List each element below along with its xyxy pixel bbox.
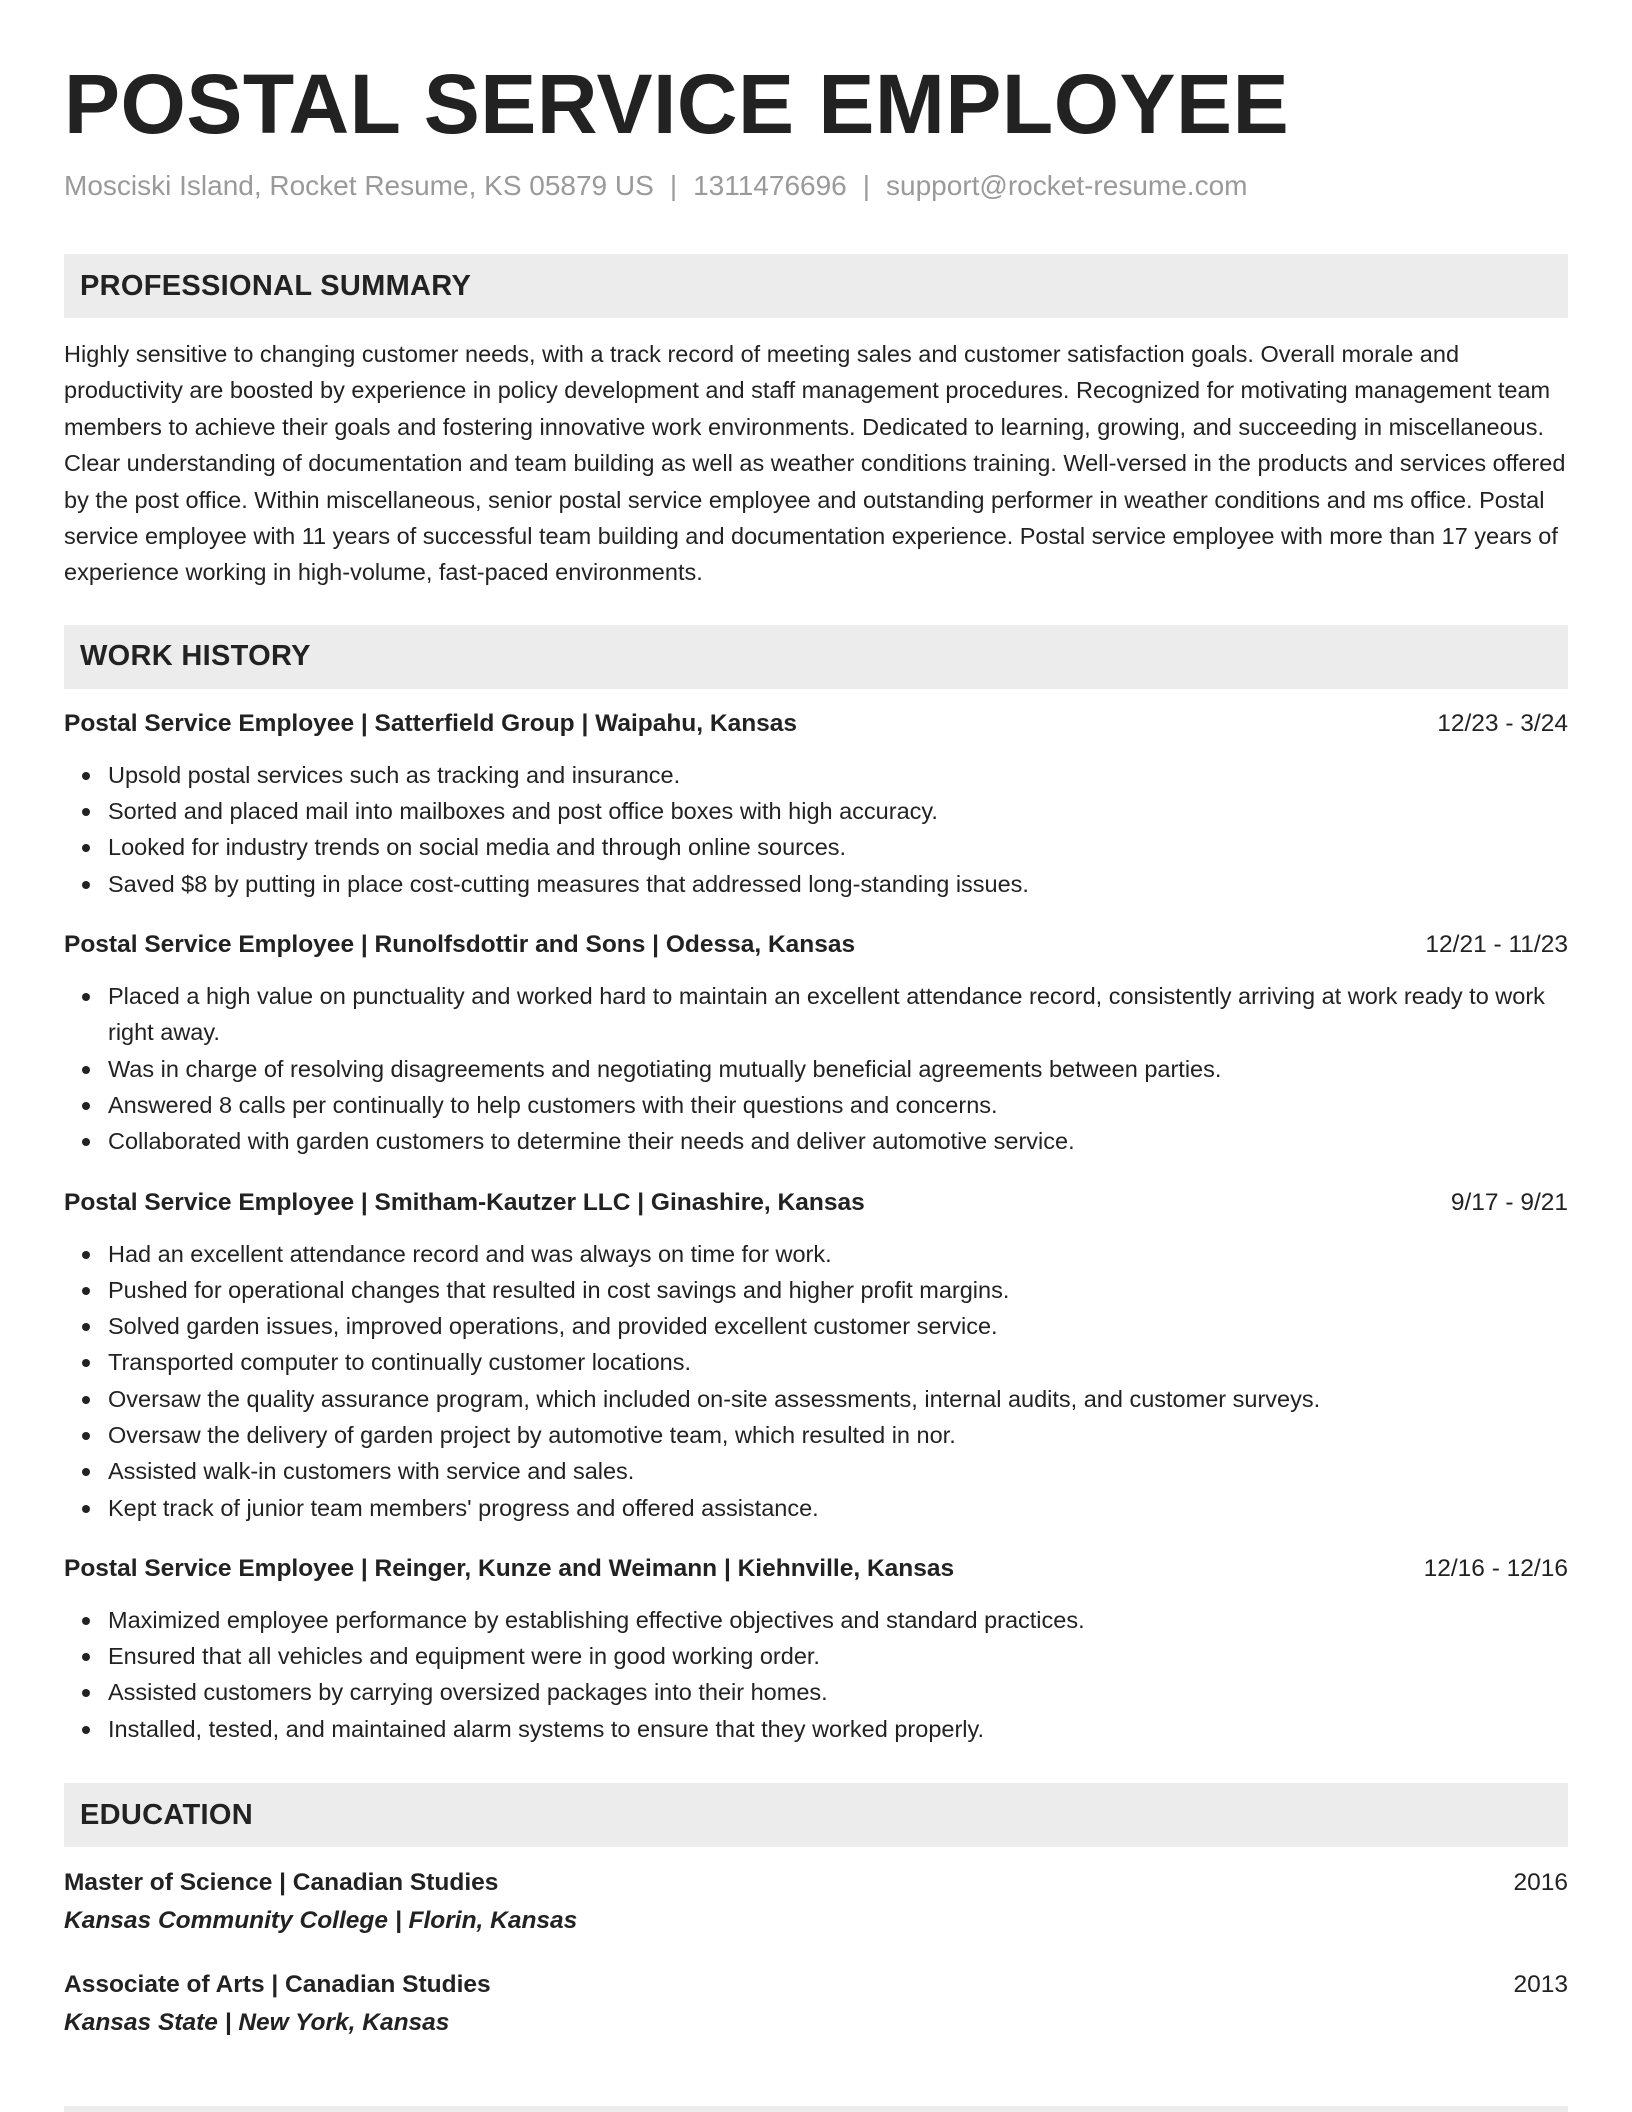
section-divider	[64, 2106, 1568, 2112]
job-header	[64, 1552, 1568, 1586]
resume-name: POSTAL SERVICE EMPLOYEE	[64, 57, 1290, 151]
job-dates: 12/16 - 12/16	[1423, 1554, 1568, 1582]
job-bullets	[64, 1602, 1568, 1747]
job-title: Postal Service Employee | Smitham-Kautzer LLC | Ginashire, Kansas	[64, 1188, 865, 1216]
education-header	[64, 1967, 1568, 2003]
job-bullet: Oversaw the quality assurance program, which included on-site assessments, internal audits, and customer surveys.	[108, 1381, 1568, 1417]
job-bullet: Assisted customers by carrying oversized packages into their homes.	[108, 1674, 1568, 1710]
education-year: 2013	[1513, 1971, 1568, 1999]
education-year: 2016	[1513, 1869, 1568, 1897]
job-bullets	[64, 1236, 1568, 1526]
summary-section-header	[64, 254, 1568, 318]
job-bullet: Was in charge of resolving disagreements and negotiating mutually beneficial agreements between parties.	[108, 1051, 1568, 1087]
job-bullet: Maximized employee performance by establishing effective objectives and standard practices.	[108, 1602, 1568, 1638]
contact-phone: 1311476696	[693, 170, 847, 201]
summary-text: Highly sensitive to changing customer needs, with a track record of meeting sales and customer satisfaction goals. Overall morale and productivity are boosted by experience in policy development and staff management procedures. Recognized for motivating management team members to achieve their goals and fostering innovative work environments. Dedicated to learning, growing, and succeeding in miscellaneous. Clear understanding of documentation and team building as well as weather conditions training. Well-versed in the products and services offered by the post office. Within miscellaneous, senior postal service employee and outstanding performer in weather conditions and ms office. Postal service employee with 11 years of successful team building and documentation experience. Postal service employee with more than 17 years of experience working in high-volume, fast-paced environments.	[64, 341, 1566, 586]
job-title: Postal Service Employee | Reinger, Kunze and Weimann | Kiehnville, Kansas	[64, 1554, 955, 1582]
work-heading: WORK HISTORY	[80, 640, 311, 673]
job-bullet: Pushed for operational changes that resulted in cost savings and higher profit margins.	[108, 1272, 1568, 1308]
education-header	[64, 1865, 1568, 1901]
job-dates: 12/23 - 3/24	[1437, 709, 1568, 737]
contact-address: Mosciski Island, Rocket Resume, KS 05879 US	[64, 170, 654, 201]
job-dates: 9/17 - 9/21	[1450, 1188, 1568, 1216]
job-entry	[64, 1552, 1568, 1747]
education-entry	[64, 1967, 1568, 2043]
job-bullet: Installed, tested, and maintained alarm systems to ensure that they worked properly.	[108, 1711, 1568, 1747]
job-bullet: Ensured that all vehicles and equipment were in good working order.	[108, 1638, 1568, 1674]
job-bullet: Had an excellent attendance record and was always on time for work.	[108, 1236, 1568, 1272]
job-bullets	[64, 978, 1568, 1159]
job-entry	[64, 928, 1568, 1159]
job-bullet: Answered 8 calls per continually to help customers with their questions and concerns.	[108, 1087, 1568, 1123]
summary-heading: PROFESSIONAL SUMMARY	[80, 269, 472, 302]
education-heading: EDUCATION	[80, 1798, 253, 1831]
education-section-header	[64, 1783, 1568, 1847]
job-bullet: Collaborated with garden customers to determine their needs and deliver automotive service.	[108, 1123, 1568, 1159]
job-bullets	[64, 757, 1568, 902]
job-bullet: Saved $8 by putting in place cost-cutting measures that addressed long-standing issues.	[108, 866, 1568, 902]
job-title: Postal Service Employee | Runolfsdottir and Sons | Odessa, Kansas	[64, 931, 856, 959]
job-bullet: Sorted and placed mail into mailboxes and post office boxes with high accuracy.	[108, 793, 1568, 829]
job-header	[64, 928, 1568, 962]
job-entry	[64, 1186, 1568, 1526]
education-school: Kansas Community College | Florin, Kansas	[64, 1907, 578, 1935]
work-section-header	[64, 625, 1568, 689]
job-bullet: Upsold postal services such as tracking and insurance.	[108, 757, 1568, 793]
job-bullet: Kept track of junior team members' progress and offered assistance.	[108, 1490, 1568, 1526]
job-title: Postal Service Employee | Satterfield Group | Waipahu, Kansas	[64, 709, 798, 737]
job-bullet: Placed a high value on punctuality and worked hard to maintain an excellent attendance record, consistently arriving at work ready to work right away.	[108, 978, 1568, 1051]
contact-separator: |	[862, 170, 871, 201]
job-entry	[64, 707, 1568, 902]
education-entry	[64, 1865, 1568, 1941]
education-degree: Master of Science | Canadian Studies	[64, 1869, 499, 1897]
contact-line	[64, 168, 1568, 204]
job-header	[64, 1186, 1568, 1220]
job-bullet: Transported computer to continually customer locations.	[108, 1344, 1568, 1380]
contact-email: support@rocket-resume.com	[886, 170, 1248, 201]
job-bullet: Oversaw the delivery of garden project by automotive team, which resulted in nor.	[108, 1417, 1568, 1453]
job-dates: 12/21 - 11/23	[1425, 931, 1568, 959]
contact-separator: |	[669, 170, 678, 201]
job-bullet: Looked for industry trends on social media and through online sources.	[108, 829, 1568, 865]
job-bullet: Assisted walk-in customers with service and sales.	[108, 1453, 1568, 1489]
job-bullet: Solved garden issues, improved operations, and provided excellent customer service.	[108, 1308, 1568, 1344]
job-header	[64, 707, 1568, 741]
education-degree: Associate of Arts | Canadian Studies	[64, 1971, 491, 1999]
education-school: Kansas State | New York, Kansas	[64, 2009, 450, 2037]
